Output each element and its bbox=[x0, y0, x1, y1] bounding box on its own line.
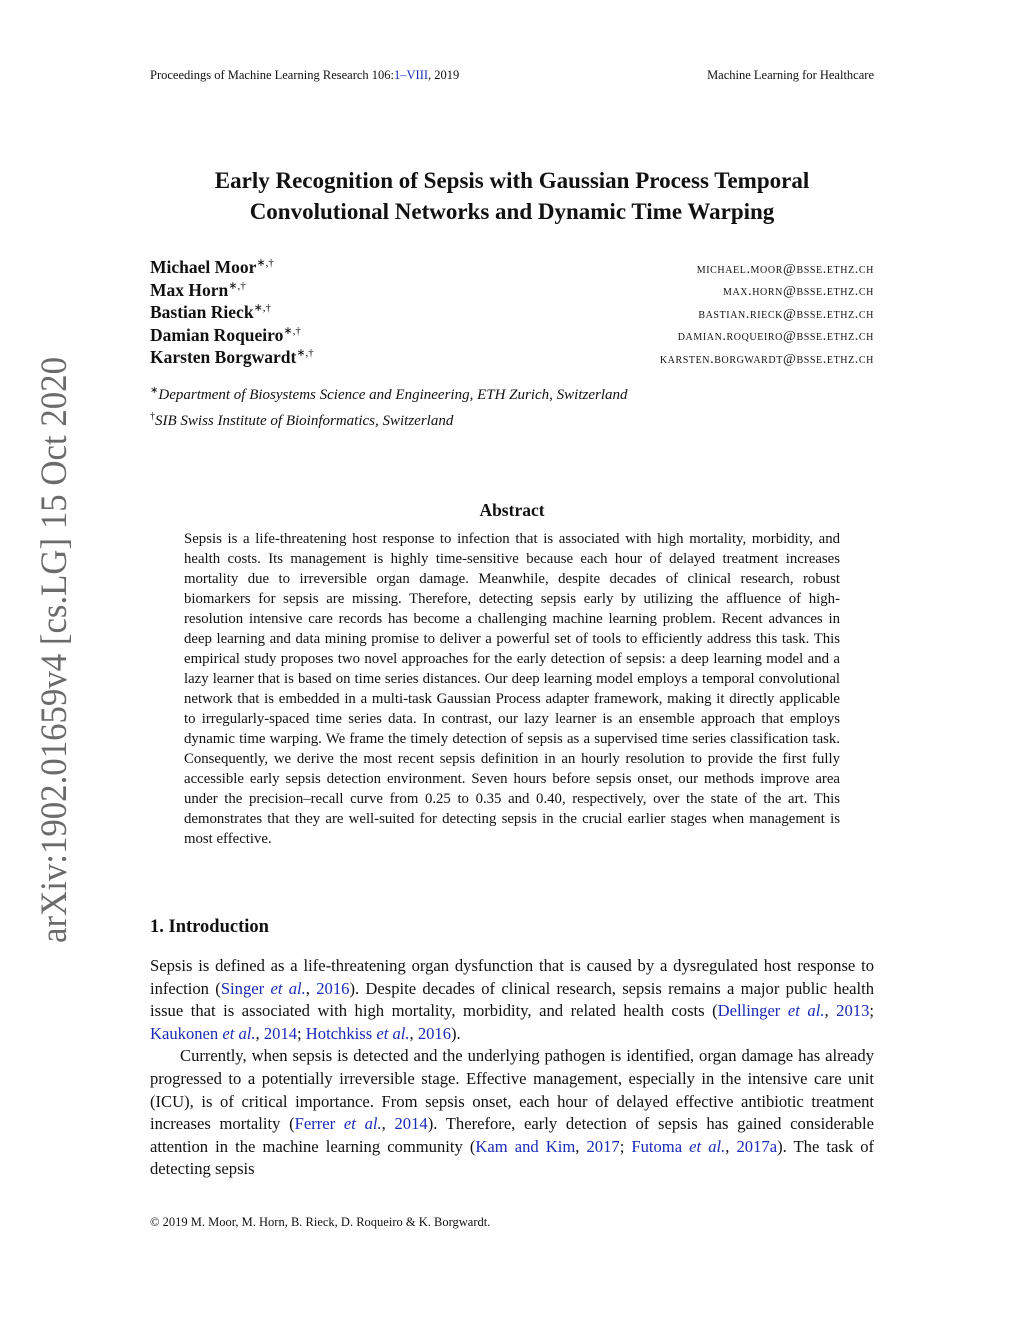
arxiv-stamp-graphic bbox=[14, 355, 84, 945]
citation-year-link[interactable]: 2017 bbox=[586, 1136, 620, 1156]
abstract-text: Sepsis is a life-threatening host response to infection that is associated with high mortality, morbidity, and health costs. Its management is highly time-sensitive because each hour of delayed treatment increases mortality due to irreversible organ damage. Meanwhile, despite decades of clinical research, robust biomarkers for sepsis are missing. Therefore, detecting sepsis early by utilizing the affluence of high-resolution intensive care records has become a challenging machine learning problem. Recent advances in deep learning and data mining promise to deliver a powerful set of tools to efficiently address this task. This empirical study proposes two novel approaches for the early detection of sepsis: a deep learning model and a lazy learner that is based on time series distances. Our deep learning model employs a temporal convolutional network that is embedded in a multi-task Gaussian Process adapter framework, making it directly applicable to irregularly-spaced time series data. In contrast, our lazy learner is an ensemble approach that employs dynamic time warping. We frame the timely detection of sepsis as a supervised time series classification task. Consequently, we derive the most recent sepsis definition in an hourly resolution to provide the first fully accessible early sepsis detection environment. Seven hours before sepsis onset, our methods improve area under the precision–recall curve from 0.25 to 0.35 and 0.40, respectively, over the state of the art. This demonstrates that they are well-suited for detecting sepsis in the crucial earlier stages when management is most effective. bbox=[184, 531, 840, 847]
author-row bbox=[150, 301, 874, 324]
affiliation-marks: ∗,† bbox=[256, 257, 274, 269]
citation-year-link[interactable]: 2013 bbox=[836, 1001, 870, 1021]
author-name: Damian Roqueiro∗,† bbox=[150, 324, 301, 345]
affiliation-marks: ∗,† bbox=[283, 324, 301, 337]
arxiv-stamp-text: arXiv:1902.01659v4 [cs.LG] 15 Oct 2020 bbox=[33, 355, 74, 943]
author-name: Max Horn∗,† bbox=[150, 279, 246, 300]
citation-year-link[interactable]: 2014 bbox=[263, 1023, 298, 1043]
affiliations bbox=[150, 380, 874, 432]
citation-link[interactable]: Singer et al. bbox=[220, 978, 306, 998]
title-line-1: Early Recognition of Sepsis with Gaussian Process Temporal bbox=[214, 168, 810, 193]
arxiv-stamp bbox=[14, 355, 84, 945]
intro-paragraph-1: Sepsis is defined as a life-threatening organ dysfunction that is caused by a dysregulated host response to infection (Singer et al., 2016). Despite decades of clinical research, sepsis remains a major public health issue that is associated with high mortality, morbidity, and related health costs (Dellinger et al., 2013; Kaukonen et al., 2014; Hotchkiss et al., 2016). bbox=[150, 956, 874, 1043]
citation-year-link[interactable]: 2016 bbox=[417, 1023, 451, 1043]
author-row bbox=[150, 256, 874, 279]
affiliation-marks: ∗,† bbox=[296, 347, 314, 359]
author-name: Michael Moor∗,† bbox=[150, 256, 274, 277]
citation-year-link[interactable]: 2017a bbox=[736, 1136, 778, 1156]
citation-link[interactable]: Dellinger et al. bbox=[717, 1001, 825, 1021]
citation-link[interactable]: Futoma et al. bbox=[631, 1136, 726, 1156]
affiliation-marks: ∗,† bbox=[253, 302, 272, 314]
author-email[interactable]: michael.moor@bsse.ethz.ch bbox=[696, 261, 874, 277]
title-line-2: Convolutional Networks and Dynamic Time Warping bbox=[249, 199, 775, 224]
author-email[interactable]: bastian.rieck@bsse.ethz.ch bbox=[698, 306, 874, 322]
author-row bbox=[150, 324, 874, 347]
introduction-body bbox=[150, 955, 874, 1181]
abstract-heading: Abstract bbox=[479, 500, 545, 520]
author-email[interactable]: damian.roqueiro@bsse.ethz.ch bbox=[677, 329, 874, 345]
author-name: Bastian Rieck∗,† bbox=[150, 301, 272, 322]
author-row bbox=[150, 279, 874, 302]
affiliation-line: ∗Department of Biosystems Science and Engineering, ETH Zurich, Switzerland bbox=[150, 385, 628, 403]
copyright-footer: © 2019 M. Moor, M. Horn, B. Rieck, D. Roqueiro & K. Borgwardt. bbox=[150, 1215, 491, 1229]
author-row bbox=[150, 346, 874, 369]
introduction-heading: 1. Introduction bbox=[150, 917, 269, 937]
citation-link[interactable]: Kaukonen et al. bbox=[150, 1023, 256, 1043]
author-name: Karsten Borgwardt∗,† bbox=[150, 346, 314, 367]
proceedings-citation: Proceedings of Machine Learning Research 106:1–VIII, 2019 bbox=[150, 68, 460, 82]
affiliation-line: †SIB Swiss Institute of Bioinformatics, Switzerland bbox=[150, 411, 454, 429]
running-header bbox=[150, 68, 874, 83]
author-list bbox=[150, 256, 874, 369]
intro-paragraph-2: Currently, when sepsis is detected and the underlying pathogen is identified, organ damage has already progressed to a potentially irreversible stage. Effective management, especially in the intensive care unit (ICU), is of critical importance. From sepsis onset, each hour of delayed effective antibiotic treatment increases mortality (Ferrer et al., 2014). Therefore, early detection of sepsis has gained considerable attention in the machine learning community (Kam and Kim, 2017; Futoma et al., 2017a). The task of detecting sepsis bbox=[150, 1046, 875, 1179]
paper-title bbox=[120, 165, 904, 227]
citation-link[interactable]: Kam and Kim bbox=[475, 1136, 576, 1156]
venue-name: Machine Learning for Healthcare bbox=[707, 68, 874, 82]
citation-link[interactable]: Ferrer et al. bbox=[294, 1114, 382, 1134]
citation-year-link[interactable]: 2014 bbox=[394, 1114, 428, 1134]
author-email[interactable]: karsten.borgwardt@bsse.ethz.ch bbox=[659, 351, 874, 367]
affiliation-marks: ∗,† bbox=[228, 279, 246, 292]
citation-year-link[interactable]: 2016 bbox=[316, 978, 350, 998]
citation-link[interactable]: Hotchkiss et al. bbox=[305, 1023, 410, 1043]
author-email[interactable]: max.horn@bsse.ethz.ch bbox=[722, 284, 874, 300]
page-range-link[interactable]: 1–VIII bbox=[394, 68, 429, 82]
